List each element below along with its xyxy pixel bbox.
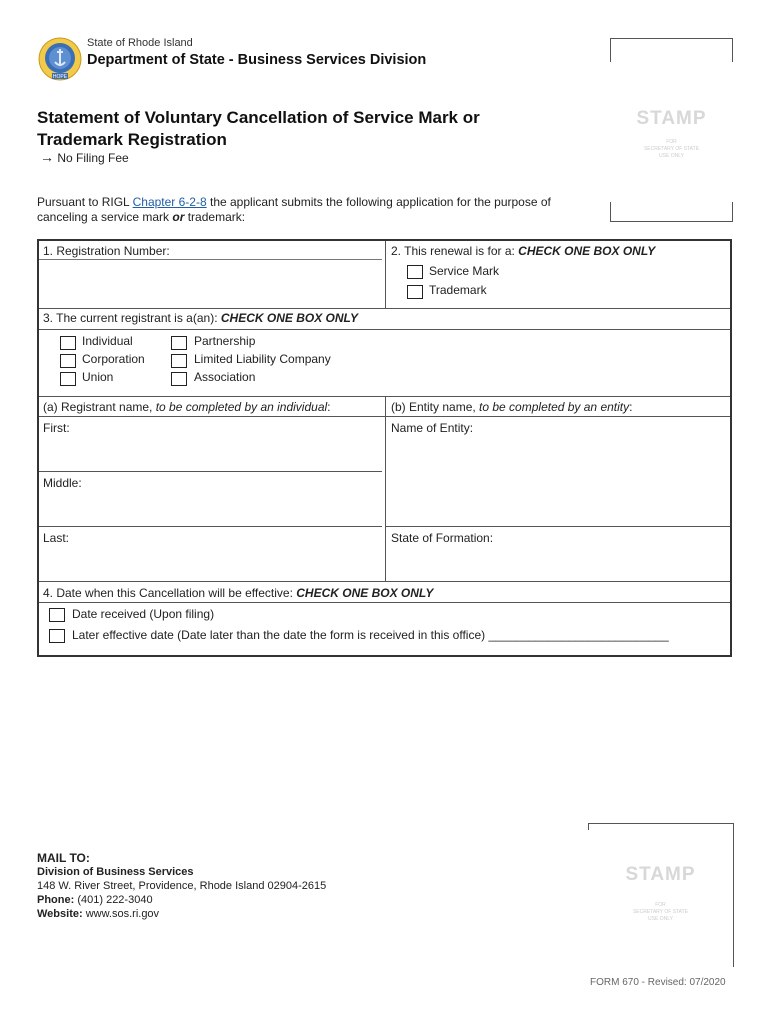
trademark-label: Trademark	[429, 283, 487, 297]
corporation-checkbox[interactable]	[60, 354, 76, 368]
llc-label: Limited Liability Company	[194, 352, 331, 366]
stamp-label: STAMP	[636, 108, 707, 129]
filing-fee-note: → No Filing Fee	[40, 149, 129, 165]
service-mark-checkbox[interactable]	[407, 265, 423, 279]
association-label: Association	[194, 370, 256, 384]
registration-number-label: 1. Registration Number:	[43, 244, 170, 258]
middle-name-label: Middle:	[43, 476, 82, 490]
partnership-checkbox[interactable]	[171, 336, 187, 350]
department-name: Department of State - Business Services Division	[87, 52, 427, 68]
middle-name-field[interactable]	[40, 472, 384, 525]
later-date-checkbox[interactable]	[49, 629, 65, 643]
entity-name-heading: (b) Entity name, to be completed by an entity:	[391, 400, 633, 414]
entity-name-field[interactable]	[387, 417, 730, 525]
website-link[interactable]: www.sos.ri.gov	[82, 908, 160, 920]
llc-checkbox[interactable]	[171, 354, 187, 368]
first-name-field[interactable]	[40, 417, 384, 470]
stamp-box-top: STAMP FOR SECRETARY OF STATE USE ONLY	[610, 38, 733, 222]
mailing-address: MAIL TO: Division of Business Services 148 W. River Street, Providence, Rhode Island 02904-2615 Phone: (401) 222-3040 Website: www.sos.ri.gov	[37, 851, 327, 920]
registration-number-field[interactable]	[40, 260, 384, 307]
seal-text: HOPE	[52, 74, 68, 80]
arrow-right-icon: →	[40, 149, 54, 165]
chapter-link[interactable]: Chapter 6-2-8	[132, 195, 207, 209]
association-checkbox[interactable]	[171, 372, 187, 386]
intro-paragraph: Pursuant to RIGL Chapter 6-2-8 the applicant submits the following application for the purpose of canceling a service mark or trademark:	[37, 195, 551, 224]
individual-checkbox[interactable]	[60, 336, 76, 350]
renewal-type-label: 2. This renewal is for a: CHECK ONE BOX ONLY	[391, 244, 656, 258]
partnership-label: Partnership	[194, 334, 256, 348]
last-name-field[interactable]	[40, 527, 384, 580]
stamp-box-bottom: STAMP FOR SECRETARY OF STATE USE ONLY	[588, 823, 734, 967]
date-received-label: Date received (Upon filing)	[72, 607, 215, 621]
form-number: FORM 670 - Revised: 07/2020	[590, 977, 726, 988]
stamp-label-bottom: STAMP	[625, 864, 696, 885]
union-checkbox[interactable]	[60, 372, 76, 386]
service-mark-label: Service Mark	[429, 264, 500, 278]
cancellation-form	[37, 239, 732, 657]
page-title: Statement of Voluntary Cancellation of Service Mark or Trademark Registration	[37, 108, 480, 149]
last-name-label: Last:	[43, 531, 70, 545]
trademark-checkbox[interactable]	[407, 285, 423, 299]
state-name: State of Rhode Island	[87, 37, 193, 49]
date-received-checkbox[interactable]	[49, 608, 65, 622]
entity-name-label: Name of Entity:	[391, 421, 474, 435]
effective-date-label: 4. Date when this Cancellation will be effective: CHECK ONE BOX ONLY	[43, 586, 434, 600]
individual-name-heading: (a) Registrant name, to be completed by an individual:	[43, 400, 331, 414]
state-of-formation-label: State of Formation:	[391, 531, 494, 545]
mail-to-heading: MAIL TO:	[37, 851, 90, 865]
individual-label: Individual	[82, 334, 133, 348]
union-label: Union	[82, 370, 114, 384]
rhode-island-seal-icon	[38, 37, 82, 81]
later-date-label: Later effective date (Date later than the date the form is received in this office) ___________________________	[72, 628, 669, 642]
first-name-label: First:	[43, 421, 70, 435]
registrant-type-label: 3. The current registrant is a(an): CHECK ONE BOX ONLY	[43, 311, 358, 325]
state-of-formation-field[interactable]	[387, 527, 730, 580]
corporation-label: Corporation	[82, 352, 145, 366]
